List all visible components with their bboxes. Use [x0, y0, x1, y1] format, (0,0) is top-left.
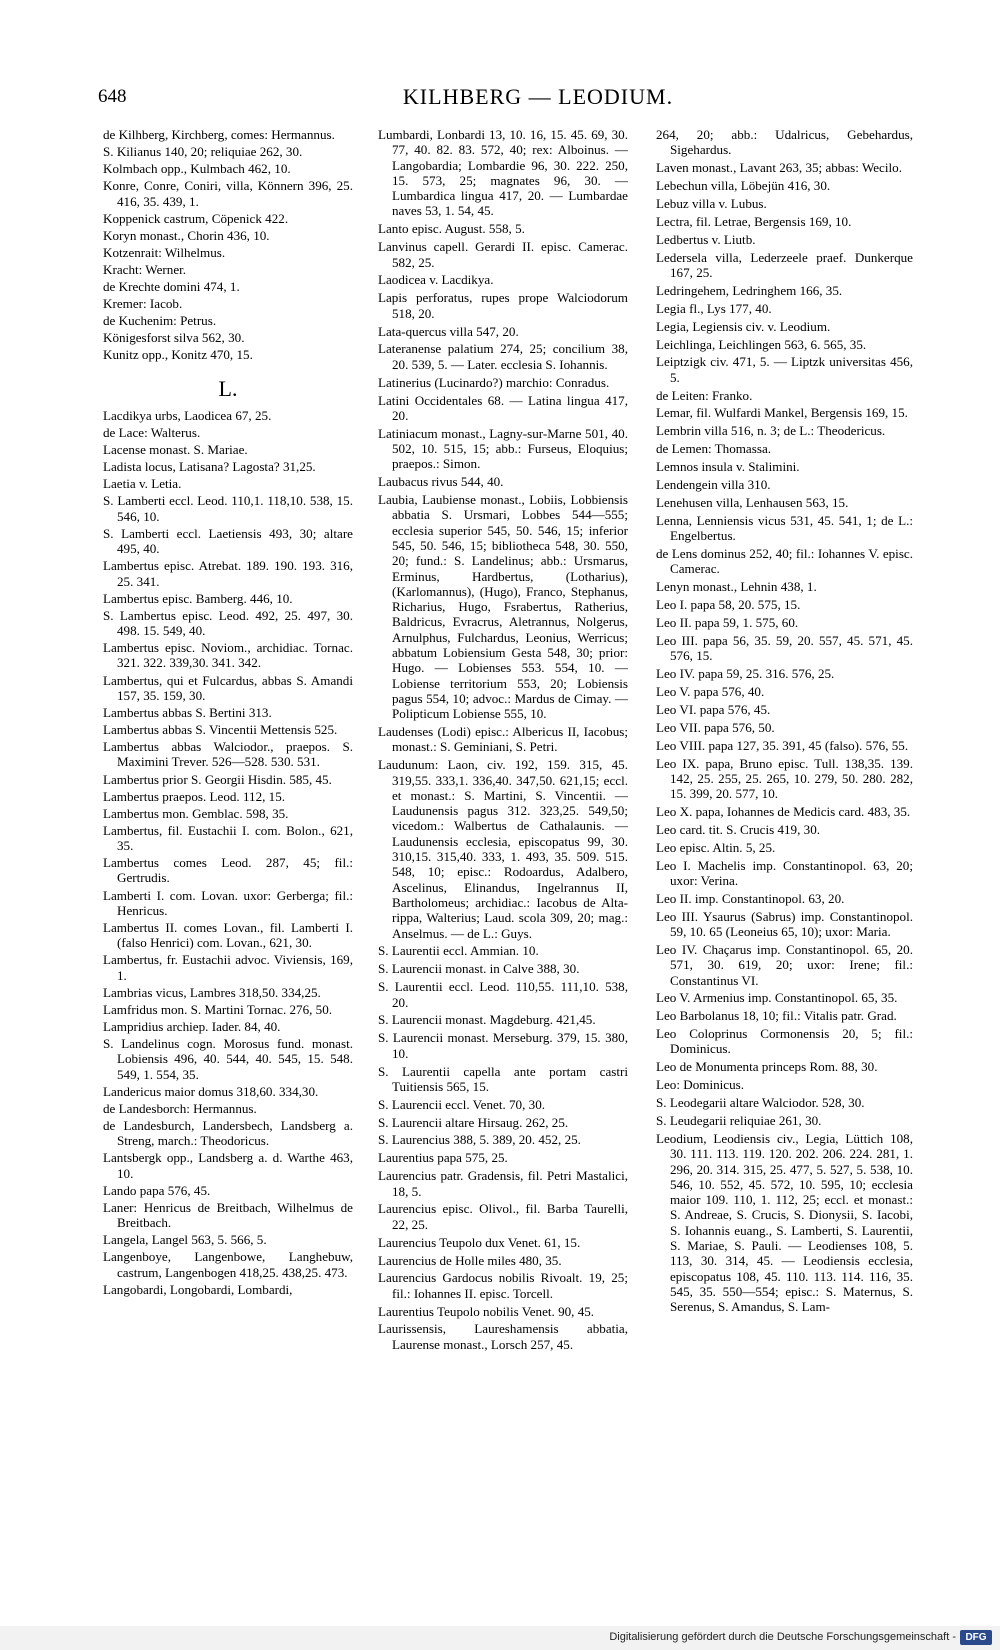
index-entry: de Landesborch: Hermannus. [103, 1100, 257, 1116]
index-entry: Kremer: Iacob. [103, 296, 183, 312]
index-entry: Laudunum: Laon, civ. 192, 159. 315, 45. 319,55. 333,1. 336,40. 347,50. 621,15; eccl. et monast.: S. Martini, S. Vincentii. — Laudunensis pagus 312. 323,25. 549,50; vicedom.: Walbertus de Cathalaunis. — Laudunensis ecclesia, episcopatus 99, 30. 310,15. 315,40. 333, 1. 493, 35. 509. 515. 548, 10; episc.: Rodoardus, Adalbero, Ascelinus, Elinandus, Ingelrannus II, Bartholomeus; archidiac.: Iacobus de Alta-rippa, Walterius; Laud. scola 309, 20; mag.: Anselmus. — de L.: Guys. [378, 757, 628, 941]
digitization-footer [0, 1626, 1000, 1650]
index-entry: de Krechte domini 474, 1. [103, 279, 240, 295]
index-entry: Lambertus abbas S. Bertini 313. [103, 704, 272, 720]
index-entry: Kolmbach opp., Kulmbach 462, 10. [103, 161, 291, 177]
index-entry: Latiniacum monast., Lagny-sur-Marne 501, 40. 502, 10. 515, 15; abb.: Furseus, Eloquius; praepos.: Simon. [378, 425, 628, 472]
index-entry: Lebechun villa, Löbejün 416, 30. [656, 178, 831, 194]
index-entry: S. Kilianus 140, 20; reliquiae 262, 30. [103, 144, 303, 160]
index-entry: Lambertus episc. Noviom., archidiac. Tornac. 321. 322. 339,30. 341. 342. [103, 640, 353, 671]
index-entry: Leichlinga, Leichlingen 563, 6. 565, 35. [656, 336, 867, 352]
index-entry: S. Lambertus episc. Leod. 492, 25. 497, 30. 498. 15. 549, 40. [103, 607, 353, 639]
index-entry: de Lemen: Thomassa. [656, 441, 772, 457]
index-entry: Landericus maior domus 318,60. 334,30. [103, 1083, 319, 1099]
index-column-left [103, 127, 353, 1299]
index-entry: Lata-quercus villa 547, 20. [378, 323, 519, 339]
index-entry: Leo IX. papa, Bruno episc. Tull. 138,35. 139. 142, 25. 255, 25. 265, 10. 279, 50. 280. 282, 15. 399, 20. 577, 10. [656, 755, 913, 802]
index-entry: S. Laurentii eccl. Ammian. 10. [378, 943, 539, 959]
index-entry: S. Laurencii monast. Merseburg. 379, 15. 380, 10. [378, 1030, 628, 1061]
index-entry: Langenboye, Langenbowe, Langhebuw, castrum, Langenbogen 418,25. 438,25. 473. [103, 1249, 353, 1280]
index-entry: Lampridius archiep. Iader. 84, 40. [103, 1018, 281, 1034]
index-entry: Latinerius (Lucinardo?) marchio: Conradus. [378, 374, 610, 390]
index-entry: Leiptzigk civ. 471, 5. — Liptzk universitas 456, 5. [656, 354, 913, 385]
index-entry: Lumbardi, Lonbardi 13, 10. 16, 15. 45. 69, 30. 77, 40. 82. 83. 572, 40; rex: Alboinus. — Langobardia; Lombardie 96, 30. 222. 250, 15. 573, 25; magnates 96, 30. — Lumbardica lingua 417, 20. — Lumbardae naves 53, 1. 54, 45. [378, 127, 628, 219]
index-entry: Lembrin villa 516, n. 3; de L.: Theodericus. [656, 423, 886, 439]
index-entry: S. Landelinus cogn. Morosus fund. monast. Lobiensis 496, 40. 544, 40. 545, 15. 548. 549, 1. 554, 35. [103, 1036, 353, 1082]
index-entry: Lacense monast. S. Mariae. [103, 442, 248, 458]
index-entry: de Landesburch, Landersbech, Landsberg a. Streng, march.: Theodoricus. [103, 1117, 353, 1149]
index-entry: Lemnos insula v. Stalimini. [656, 459, 800, 475]
index-entry: Laurentius Teupolo nobilis Venet. 90, 45. [378, 1303, 595, 1319]
index-entry: 264, 20; abb.: Udalricus, Gebehardus, Sigehardus. [656, 127, 913, 158]
index-entry: Laurencius episc. Olivol., fil. Barba Taurelli, 22, 25. [378, 1201, 628, 1232]
index-entry: Laurencius de Holle miles 480, 35. [378, 1252, 562, 1268]
index-entry: Leo II. imp. Constantinopol. 63, 20. [656, 890, 845, 906]
index-entry: Legia, Legiensis civ. v. Leodium. [656, 318, 831, 334]
index-entry: Lenehusen villa, Lenhausen 563, 15. [656, 494, 849, 510]
index-entry: S. Laurentii capella ante portam castri Tuitiensis 565, 15. [378, 1063, 628, 1094]
index-entry: Leo IV. papa 59, 25. 316. 576, 25. [656, 666, 835, 682]
index-entry: Leo III. papa 56, 35. 59, 20. 557, 45. 571, 45. 576, 15. [656, 632, 913, 664]
index-entry: Lambertus abbas S. Vincentii Mettensis 525. [103, 722, 338, 738]
index-entry: Lenyn monast., Lehnin 438, 1. [656, 579, 817, 595]
index-entry: Lebuz villa v. Lubus. [656, 195, 767, 211]
index-entry: Langobardi, Longobardi, Lombardi, [103, 1281, 293, 1297]
index-entry: de Kuchenim: Petrus. [103, 313, 217, 329]
index-entry: Kracht: Werner. [103, 261, 187, 277]
page-header [98, 80, 978, 114]
index-entry: Leo IV. Chaçarus imp. Constantinopol. 65, 20. 571, 30. 619, 20; uxor: Irene; fil.: Constantinus VI. [656, 941, 913, 988]
index-entry: de Lace: Walterus. [103, 425, 201, 441]
index-entry: Leo VIII. papa 127, 35. 391, 45 (falso). 576, 55. [656, 737, 909, 753]
index-entry: Lando papa 576, 45. [103, 1182, 211, 1198]
index-entry: Leo V. papa 576, 40. [656, 683, 765, 699]
index-entry: de Kilhberg, Kirchberg, comes: Hermannus. [103, 127, 335, 142]
index-entry: Ladista locus, Latisana? Lagosta? 31,25. [103, 459, 316, 475]
index-entry: Leo Coloprinus Cormonensis 20, 5; fil.: Dominicus. [656, 1026, 913, 1057]
index-entry: Laodicea v. Lacdikya. [378, 272, 494, 288]
index-entry: Leo X. papa, Iohannes de Medicis card. 483, 35. [656, 803, 911, 819]
index-entry: Kunitz opp., Konitz 470, 15. [103, 347, 253, 363]
index-entry: Lendengein villa 310. [656, 477, 771, 493]
index-entry: Lateranense palatium 274, 25; concilium 38, 20. 539, 5. — Later. ecclesia S. Iohannis. [378, 341, 628, 372]
index-entry: Legia fl., Lys 177, 40. [656, 300, 772, 316]
index-entry: S. Lamberti eccl. Laetiensis 493, 30; altare 495, 40. [103, 525, 353, 557]
index-entry: Leodium, Leodiensis civ., Legia, Lüttich 108, 30. 111. 113. 119. 120. 202. 206. 224. 281, 1. 296, 20. 314. 315, 25. 477, 5. 527, 5. 538, 10. 546, 10. 552, 45. 572, 10. 595, 10; ecclesia maior 109. 110, 1. 112, 25; eccl. et monast.: S. Andreae, S. Crucis, S. Dionysii, S. Iacobi, S. Iohannis euang., S. Lamberti, S. Laurentii, S. Mariae, S. Pauli. — Leodienses 108, 5. 113, 30. 314, 45. — Leodiensis ecclesia, episcopatus 108, 45. 110. 113. 114. 116, 35. 545, 35. 550—554; episc.: S. Maternus, S. Serenus, S. Amandus, S. Lam- [656, 1130, 913, 1315]
index-entry: Leo III. Ysaurus (Sabrus) imp. Constantinopol. 59, 10. 65 (Leoneius 65, 10); uxor: Maria. [656, 908, 913, 940]
index-entry: Lambertus prior S. Georgii Hisdin. 585, 45. [103, 771, 332, 787]
index-entry: Königesforst silva 562, 30. [103, 330, 245, 346]
index-entry: Lambertus episc. Bamberg. 446, 10. [103, 590, 293, 606]
index-entry: S. Leodegarii altare Walciodor. 528, 30. [656, 1095, 865, 1111]
index-entry: Latini Occidentales 68. — Latina lingua 417, 20. [378, 392, 628, 423]
index-entry: Laurentius papa 575, 25. [378, 1150, 508, 1166]
index-entry: Lambertus comes Leod. 287, 45; fil.: Gertrudis. [103, 855, 353, 886]
index-entry: Ledringehem, Ledringhem 166, 35. [656, 282, 843, 298]
index-entry: Koryn monast., Chorin 436, 10. [103, 227, 270, 243]
index-entry: Lamberti I. com. Lovan. uxor: Gerberga; fil.: Henricus. [103, 887, 353, 918]
index-entry: de Lens dominus 252, 40; fil.: Iohannes V. episc. Camerac. [656, 546, 913, 577]
section-letter-heading: L. [218, 375, 238, 401]
index-entry: Laubacus rivus 544, 40. [378, 474, 504, 490]
index-entry: Leo card. tit. S. Crucis 419, 30. [656, 821, 821, 837]
index-entry: S. Laurencii eccl. Venet. 70, 30. [378, 1096, 546, 1112]
index-entry: Lemar, fil. Wulfardi Mankel, Bergensis 169, 15. [656, 405, 908, 421]
page-number: 648 [98, 86, 127, 107]
index-entry: S. Laurencii monast. Magdeburg. 421,45. [378, 1012, 596, 1028]
index-entry: Leo de Monumenta princeps Rom. 88, 30. [656, 1059, 878, 1075]
index-entry: Lacdikya urbs, Laodicea 67, 25. [103, 408, 272, 424]
footer-credit: Digitalisierung gefördert durch die Deutsche Forschungsgemeinschaft - [609, 1631, 956, 1643]
index-entry: Ledbertus v. Liutb. [656, 231, 756, 247]
index-entry: S. Laurencius 388, 5. 389, 20. 452, 25. [378, 1132, 581, 1148]
index-entry: Lambertus, fil. Eustachii I. com. Bolon., 621, 35. [103, 822, 353, 854]
index-entry: Laurencius patr. Gradensis, fil. Petri Mastalici, 18, 5. [378, 1168, 628, 1199]
index-column-right [656, 127, 913, 1317]
index-entry: S. Leudegarii reliquiae 261, 30. [656, 1113, 822, 1129]
index-entry: Leo V. Armenius imp. Constantinopol. 65, 35. [656, 990, 898, 1006]
index-entry: Leo I. Machelis imp. Constantinopol. 63, 20; uxor: Verina. [656, 857, 913, 888]
index-entry: S. Laurencii altare Hirsaug. 262, 25. [378, 1114, 569, 1130]
index-entry: Lectra, fil. Letrae, Bergensis 169, 10. [656, 213, 852, 229]
index-entry: Leo: Dominicus. [656, 1077, 745, 1093]
index-entry: Lanvinus capell. Gerardi II. episc. Camerac. 582, 25. [378, 239, 628, 270]
index-entry: Laurencius Gardocus nobilis Rivoalt. 19, 25; fil.: Iohannes II. episc. Torcell. [378, 1270, 628, 1301]
running-title: KILHBERG — LEODIUM. [402, 84, 674, 109]
index-entry: Lamfridus mon. S. Martini Tornac. 276, 50. [103, 1001, 333, 1017]
dfg-logo: DFG [960, 1630, 992, 1645]
index-entry: Lambertus, qui et Fulcardus, abbas S. Amandi 157, 35. 159, 30. [103, 672, 353, 703]
index-entry: Laudenses (Lodi) episc.: Albericus II, Iacobus; monast.: S. Geminiani, S. Petri. [378, 724, 628, 755]
index-entry: S. Lamberti eccl. Leod. 110,1. 118,10. 538, 15. 546, 10. [103, 493, 353, 524]
index-entry: Lapis perforatus, rupes prope Walciodorum 518, 20. [378, 290, 628, 321]
index-entry: Laven monast., Lavant 263, 35; abbas: Wecilo. [656, 160, 902, 176]
index-entry: Lenna, Lenniensis vicus 531, 45. 541, 1; de L.: Engelbertus. [656, 512, 913, 544]
index-entry: Laner: Henricus de Breitbach, Wilhelmus de Breitbach. [103, 1199, 353, 1231]
index-entry: S. Laurentii eccl. Leod. 110,55. 111,10. 538, 20. [378, 979, 628, 1010]
index-entry: Kotzenrait: Wilhelmus. [103, 244, 226, 260]
index-entry: Lambertus abbas Walciodor., praepos. S. Maximini Trever. 526—528. 530. 531. [103, 739, 353, 770]
index-entry: Koppenick castrum, Cöpenick 422. [103, 210, 289, 226]
index-entry: Lambertus II. comes Lovan., fil. Lamberti I. (falso Henrici) com. Lovan., 621, 30. [103, 919, 353, 951]
index-entry: Laubia, Laubiense monast., Lobiis, Lobbiensis abbatia S. Ursmari, Lobbes 544—555; ecclesia superior 545, 50. 546, 15; inferior 545, 50. 546, 15; bibliotheca 548, 30. 550, 20; fund.: S. Landelinus; abb.: Ursmarus, Erminus, Hardbertus, (Lotharius), (Karlomannus), (Hugo), Franco, Stephanus, Richarius, Hugo, Fsrabertus, Ratherius, Baldricus, Evracrus, Aletrannus, Nolgerus, Arnulphus, Fulchardus, Leonius, Werricus; abbatum Lobiensium Gesta 548, 30; prior: Hugo. — Lobienses 553. 554, 10. — Lobiense territorium 553, 20; Lobiensis pagus 554, 10; advoc.: Mardus de Cimay. — Polipticum Lobiense 555, 10. [378, 492, 628, 722]
index-entry: Leo VI. papa 576, 45. [656, 701, 771, 717]
index-entry: Laurissensis, Laureshamensis abbatia, Laurense monast., Lorsch 257, 45. [378, 1321, 628, 1352]
index-entry: S. Laurencii monast. in Calve 388, 30. [378, 961, 580, 977]
index-entry: Laetia v. Letia. [103, 476, 182, 492]
index-entry: Ledersela villa, Lederzeele praef. Dunkerque 167, 25. [656, 249, 913, 280]
index-entry: Lantsbergk opp., Landsberg a. d. Warthe 463, 10. [103, 1150, 353, 1181]
index-entry: Leo Barbolanus 18, 10; fil.: Vitalis patr. Grad. [656, 1008, 897, 1024]
index-entry: Lambertus episc. Atrebat. 189. 190. 193. 316, 25. 341. [103, 558, 353, 589]
index-entry: Lambrias vicus, Lambres 318,50. 334,25. [103, 984, 321, 1000]
index-entry: de Leiten: Franko. [656, 387, 753, 403]
index-entry: Lambertus praepos. Leod. 112, 15. [103, 788, 286, 804]
index-column-middle [378, 127, 628, 1355]
index-entry: Leo VII. papa 576, 50. [656, 719, 775, 735]
index-entry: Langela, Langel 563, 5. 566, 5. [103, 1232, 267, 1248]
index-entry: Lambertus, fr. Eustachii advoc. Viviensis, 169, 1. [103, 952, 353, 983]
index-entry: Lambertus mon. Gemblac. 598, 35. [103, 805, 289, 821]
index-entry: Lanto episc. August. 558, 5. [378, 221, 525, 237]
index-entry: Laurencius Teupolo dux Venet. 61, 15. [378, 1234, 581, 1250]
index-entry: Leo episc. Altin. 5, 25. [656, 839, 776, 855]
index-entry: Leo I. papa 58, 20. 575, 15. [656, 597, 801, 613]
index-entry: Leo II. papa 59, 1. 575, 60. [656, 614, 799, 630]
index-entry: Konre, Conre, Coniri, villa, Könnern 396, 25. 416, 35. 439, 1. [103, 178, 353, 209]
